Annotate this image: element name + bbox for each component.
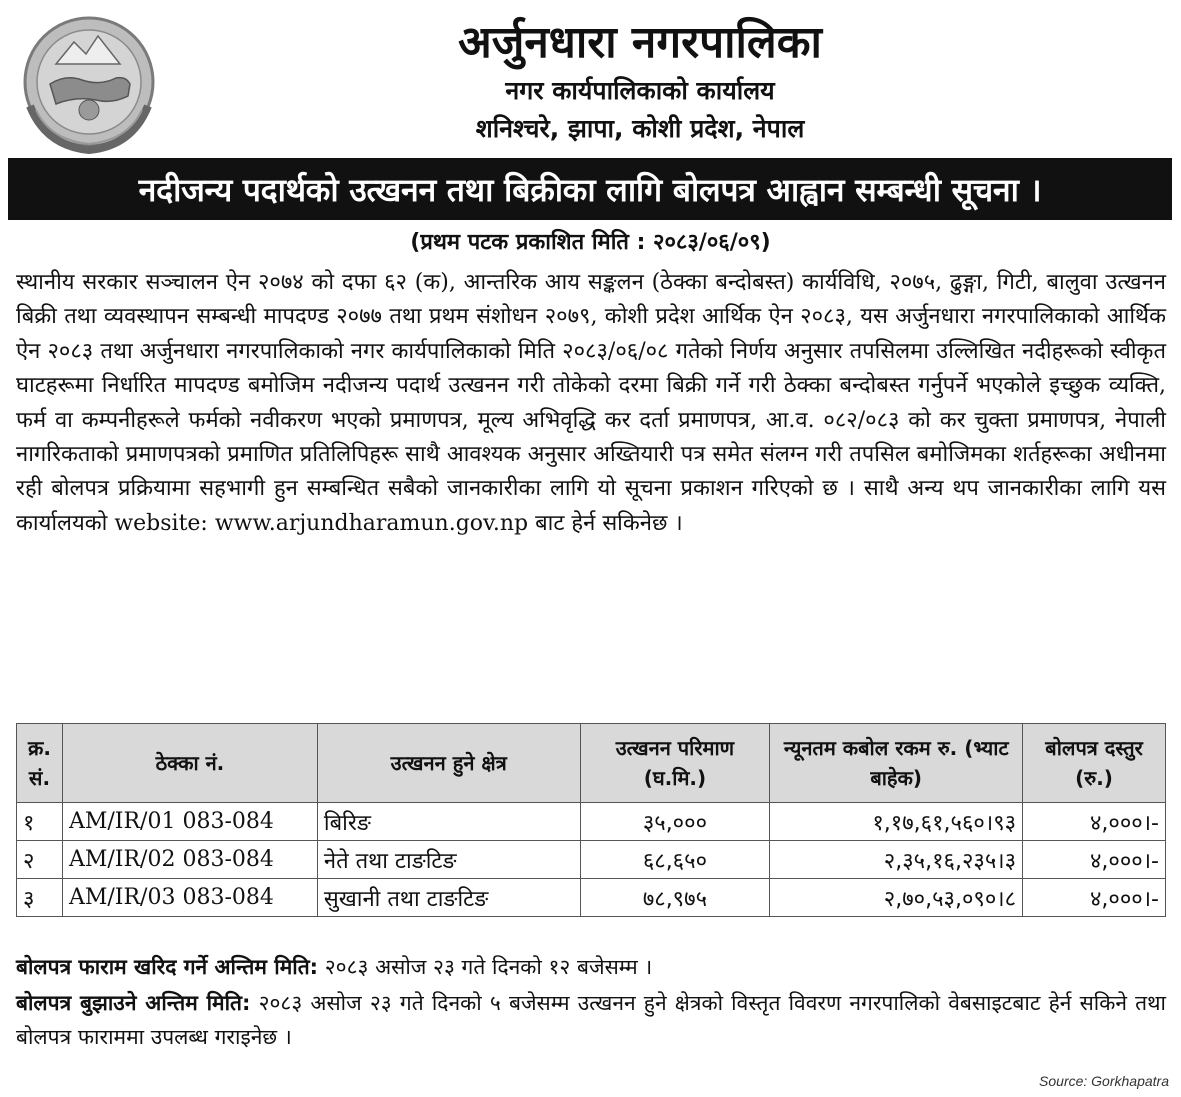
- table-row: [17, 879, 1166, 917]
- municipality-title: अर्जुनधारा नगरपालिका: [458, 17, 822, 68]
- office-address: शनिश्चरे, झापा, कोशी प्रदेश, नेपाल: [475, 114, 805, 143]
- cell-fee: ४,०००।-: [1023, 803, 1166, 841]
- cell-fee: ४,०००।-: [1023, 841, 1166, 879]
- office-name: नगर कार्यपालिकाको कार्यालय: [505, 76, 775, 105]
- cell-area: नेते तथा टाङटिङ: [317, 841, 580, 879]
- table-row: [17, 803, 1166, 841]
- cell-sn: १: [17, 803, 63, 841]
- cell-sn: ३: [17, 879, 63, 917]
- submission-deadline: [16, 986, 1166, 1054]
- purchase-deadline-label: बोलपत्र फाराम खरिद गर्ने अन्तिम मिति:: [16, 955, 319, 979]
- cell-fee: ४,०००।-: [1023, 879, 1166, 917]
- cell-min-amount: २,७०,५३,०९०।८: [770, 879, 1023, 917]
- notice-title-banner: [8, 158, 1172, 220]
- table-row: [17, 841, 1166, 879]
- purchase-deadline: [16, 950, 1166, 984]
- notice-body: स्थानीय सरकार सञ्चालन ऐन २०७४ को दफा ६२ (क), आन्तरिक आय सङ्कलन (ठेक्का बन्दोबस्त) कार्यविधि, २०७५, ढुङ्गा, गिटी, बालुवा उत्खनन बिक्री तथा व्यवस्थापन सम्बन्धी मापदण्ड २०७७ तथा प्रथम संशोधन २०७९, कोशी प्रदेश आर्थिक ऐन २०८३, यस अर्जुनधारा नगरपालिकाको आर्थिक ऐन २०८३ तथा अर्जुनधारा नगरपालिकाको नगर कार्यपालिकाको मिति २०८३/०६/०८ गतेको निर्णय अनुसार तपसिलमा उल्लिखित नदीहरूको स्वीकृत घाटहरूमा निर्धारित मापदण्ड बमोजिम नदीजन्य पदार्थ उत्खनन गरी तोकेको दरमा बिक्री गर्ने गरी ठेक्का बन्दोबस्त गर्नुपर्ने भएकोले इच्छुक व्यक्ति, फर्म वा कम्पनीहरूले फर्मको नवीकरण भएको प्रमाणपत्र, मूल्य अभिवृद्धि कर दर्ता प्रमाणपत्र, आ.व. ०८२/०८३ को कर चुक्ता प्रमाणपत्र, नेपाली नागरिकताको प्रमाणपत्रको प्रमाणित प्रतिलिपिहरू साथै आवश्यक अनुसार अख्तियारी पत्र समेत संलग्न गरी तपसिल बमोजिमका शर्तहरूका अधीनमा रही बोलपत्र प्रक्रियामा सहभागी हुन सम्बन्धित सबैको जानकारीका लागि यो सूचना प्रकाशन गरिएको छ । साथै अन्य थप जानकारीका लागि यस कार्यालयको website: www.arjundharamun.gov.np बाट हेर्न सकिनेछ ।: [16, 270, 1166, 536]
- contract-table: [16, 723, 1166, 917]
- table-header-row: [17, 724, 1166, 803]
- header-sn: क्र. सं.: [17, 724, 63, 803]
- notice-title: नदीजन्य पदार्थको उत्खनन तथा बिक्रीका लागि बोलपत्र आह्वान सम्बन्धी सूचना ।: [138, 170, 1042, 209]
- submission-deadline-label: बोलपत्र बुझाउने अन्तिम मिति:: [16, 991, 251, 1015]
- cell-quantity: ६८,६५०: [580, 841, 770, 879]
- header-area: उत्खनन हुने क्षेत्र: [317, 724, 580, 803]
- header-quantity: उत्खनन परिमाण (घ.मि.): [580, 724, 770, 803]
- cell-sn: २: [17, 841, 63, 879]
- cell-area: बिरिङ: [317, 803, 580, 841]
- header-fee: बोलपत्र दस्तुर (रु.): [1023, 724, 1166, 803]
- submission-deadline-text: २०८३ असोज २३ गते दिनको ५ बजेसम्म उत्खनन हुने क्षेत्रको विस्तृत विवरण नगरपालिको वेबसाइटबाट हेर्न सकिने तथा बोलपत्र फाराममा उपलब्ध गराइनेछ ।: [16, 991, 1166, 1049]
- publication-date: (प्रथम पटक प्रकाशित मिति : २०८३/०६/०९): [410, 230, 771, 255]
- cell-min-amount: २,३५,१६,२३५।३: [770, 841, 1023, 879]
- header-contract-no: ठेक्का नं.: [62, 724, 317, 803]
- purchase-deadline-text: २०८३ असोज २३ गते दिनको १२ बजेसम्म ।: [318, 955, 653, 979]
- nepal-emblem-icon: [16, 14, 162, 156]
- cell-quantity: ३५,०००: [580, 803, 770, 841]
- cell-area: सुखानी तथा टाङटिङ: [317, 879, 580, 917]
- cell-contract-no: AM/IR/02 083-084: [62, 841, 317, 879]
- cell-contract-no: AM/IR/03 083-084: [62, 879, 317, 917]
- source-credit: Source: Gorkhapatra: [1039, 1073, 1169, 1089]
- cell-contract-no: AM/IR/01 083-084: [62, 803, 317, 841]
- cell-min-amount: १,१७,६१,५६०।९३: [770, 803, 1023, 841]
- cell-quantity: ७८,९७५: [580, 879, 770, 917]
- header-min-amount: न्यूनतम कबोल रकम रु. (भ्याट बाहेक): [770, 724, 1023, 803]
